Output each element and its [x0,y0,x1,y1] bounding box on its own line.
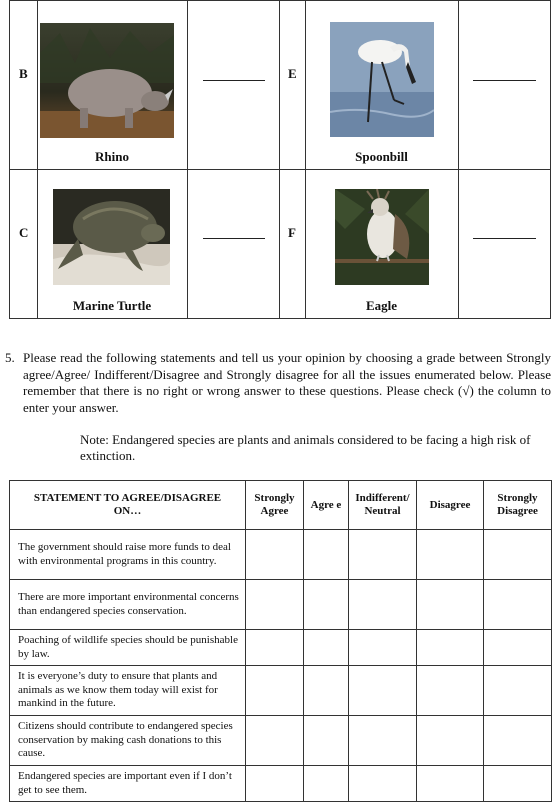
table-row [10,766,552,802]
statement-cell: The government should raise more funds to deal with environmental programs in this country. [10,530,246,580]
disagree-checkbox[interactable] [417,666,484,716]
answer-blank[interactable] [203,238,265,239]
spoonbill-photo [330,22,434,137]
column-header-agree: Agre e [304,481,349,530]
agree-checkbox[interactable] [304,666,349,716]
note-text: Note: Endangered species are plants and animals considered to be facing a high risk of extinction. [80,432,531,463]
statement-cell: There are more important environmental concerns than endangered species conservation. [10,580,246,630]
grid-line [279,0,280,319]
grid-line [9,169,551,170]
statement-cell: Poaching of wildlife species should be punishable by law. [10,630,246,666]
disagree-checkbox[interactable] [417,716,484,766]
column-header-disagree: Disagree [417,481,484,530]
agree-checkbox[interactable] [304,580,349,630]
grid-line [187,0,188,319]
agree-checkbox[interactable] [304,530,349,580]
table-row [10,666,552,716]
grid-line [9,0,10,319]
neutral-checkbox[interactable] [349,530,417,580]
statement-cell: Citizens should contribute to endangered species conservation by making cash donations to this cause. [10,716,246,766]
question-number: 5. [5,350,15,365]
strongly-disagree-checkbox[interactable] [484,766,552,802]
agree-checkbox[interactable] [304,716,349,766]
table-header-row [10,481,552,530]
strongly-agree-checkbox[interactable] [246,630,304,666]
animal-caption: Spoonbill [355,149,408,164]
disagree-checkbox[interactable] [417,530,484,580]
neutral-checkbox[interactable] [349,716,417,766]
strongly-disagree-checkbox[interactable] [484,666,552,716]
answer-blank[interactable] [473,80,536,81]
table-row [10,716,552,766]
agree-checkbox[interactable] [304,630,349,666]
table-row [10,580,552,630]
answer-blank[interactable] [473,238,536,239]
rhino-photo [40,23,174,138]
animal-caption: Eagle [365,298,398,313]
neutral-checkbox[interactable] [349,630,417,666]
strongly-agree-checkbox[interactable] [246,580,304,630]
answer-blank[interactable] [203,80,265,81]
table-row [10,630,552,666]
column-header-neutral: Indifferent/ Neutral [349,481,417,530]
column-header-strongly-agree: Strongly Agree [246,481,304,530]
turtle-photo [53,189,170,285]
column-header-strongly-disagree: Strongly Disagree [484,481,552,530]
grid-line [458,0,459,319]
neutral-checkbox[interactable] [349,666,417,716]
item-letter: C [19,225,29,240]
table-row [10,530,552,580]
strongly-agree-checkbox[interactable] [246,666,304,716]
grid-line [9,0,551,1]
grid-line [550,0,551,319]
agree-checkbox[interactable] [304,766,349,802]
strongly-disagree-checkbox[interactable] [484,530,552,580]
question-text: Please read the following statements and tell us your opinion by choosing a grade between Strongly agree/Agree/ Indifferent/Disagree and Strongly disagree for all the issues enumerated below. Please remember that there is no right or wrong answer to these questions. Please check (√) the column to enter your answer. [23,350,551,415]
animal-caption: Marine Turtle [72,298,152,313]
eagle-photo [335,189,429,285]
strongly-disagree-checkbox[interactable] [484,716,552,766]
neutral-checkbox[interactable] [349,766,417,802]
disagree-checkbox[interactable] [417,580,484,630]
opinion-table [9,480,552,802]
item-letter: F [288,225,296,240]
statement-cell: It is everyone’s duty to ensure that plants and animals as we know them today will exist for mankind in the future. [10,666,246,716]
animal-caption: Rhino [95,149,129,164]
statement-cell: Endangered species are important even if I don’t get to see them. [10,766,246,802]
strongly-agree-checkbox[interactable] [246,716,304,766]
strongly-agree-checkbox[interactable] [246,766,304,802]
disagree-checkbox[interactable] [417,766,484,802]
strongly-agree-checkbox[interactable] [246,530,304,580]
strongly-disagree-checkbox[interactable] [484,630,552,666]
column-header-statement: STATEMENT TO AGREE/DISAGREE ON… [10,481,246,530]
neutral-checkbox[interactable] [349,580,417,630]
grid-line [9,318,551,319]
disagree-checkbox[interactable] [417,630,484,666]
item-letter: B [19,66,28,81]
strongly-disagree-checkbox[interactable] [484,580,552,630]
item-letter: E [288,66,297,81]
